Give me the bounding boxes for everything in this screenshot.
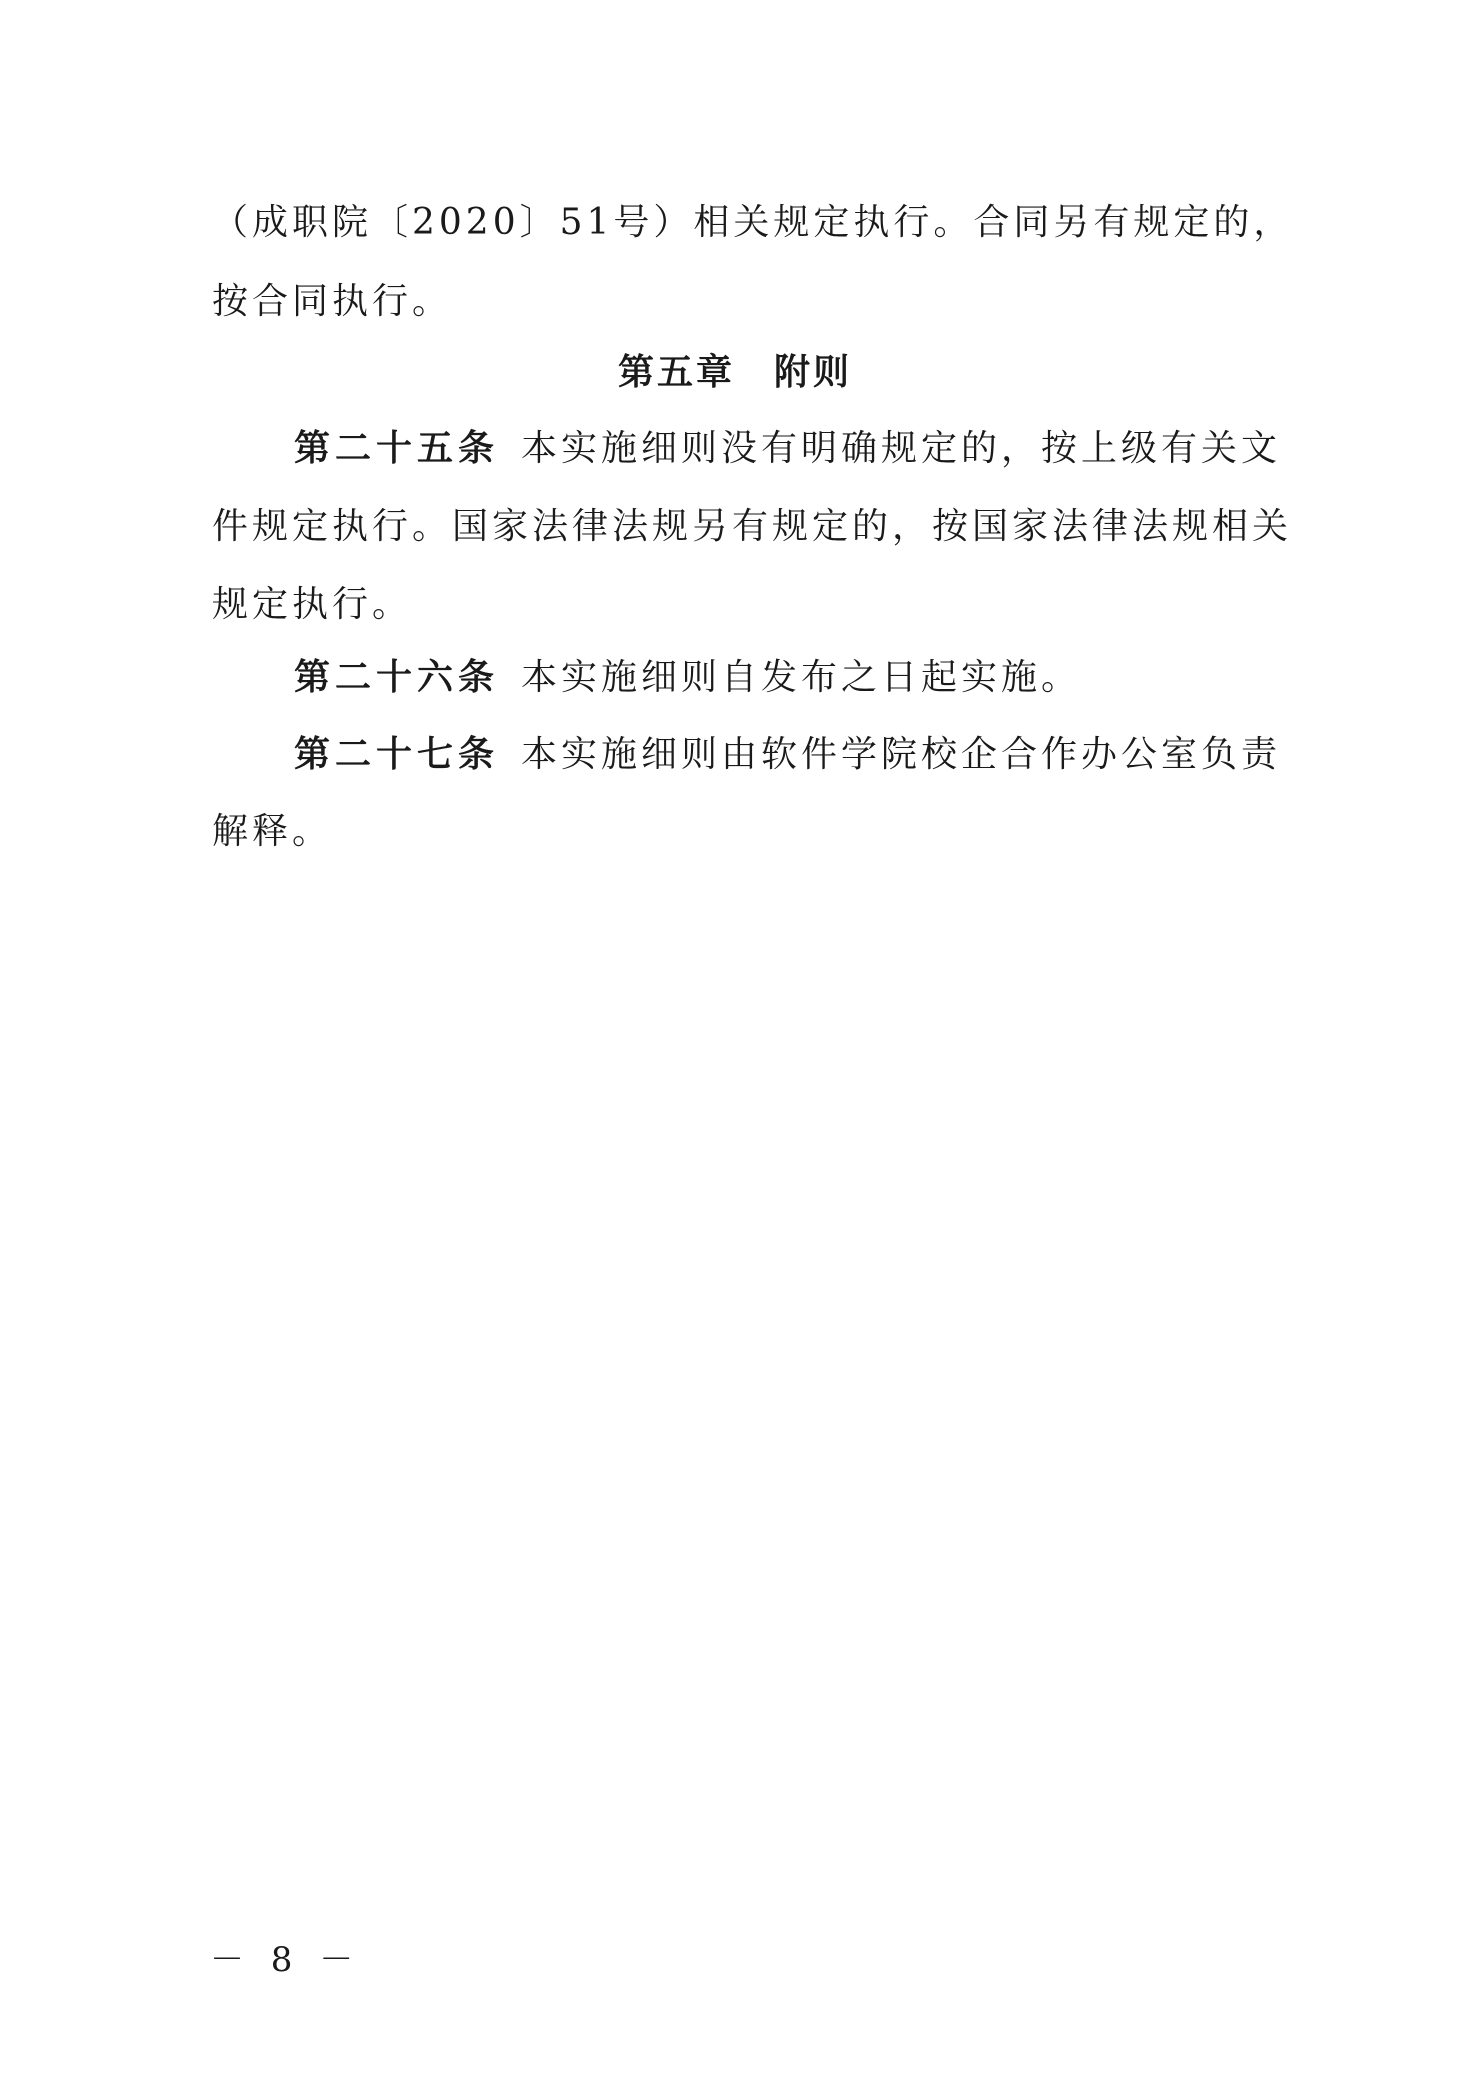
article-27-line-1 <box>294 731 1282 779</box>
page-number: － 8 － <box>210 1940 362 1980</box>
continuation-line-1: （成职院〔2020〕51号）相关规定执行。合同另有规定的， <box>212 202 1294 243</box>
article-26-line-1 <box>294 654 1262 702</box>
article-25-line-2: 件规定执行。国家法律法规另有规定的，按国家法律法规相关 <box>212 506 1293 547</box>
article-26-text-1: 本实施细则自发布之日起实施。 <box>521 657 1082 698</box>
article-25-line-1 <box>294 425 1282 473</box>
continuation-line-2: 按合同执行。 <box>212 281 453 322</box>
article-25-line-3: 规定执行。 <box>212 584 413 625</box>
article-26-heading: 第二十六条 <box>294 657 500 698</box>
article-25-heading: 第二十五条 <box>294 428 500 469</box>
article-27-line-2: 解释。 <box>212 811 333 852</box>
article-27-heading: 第二十七条 <box>294 734 500 775</box>
article-27-text-1: 本实施细则由软件学院校企合作办公室负责 <box>521 734 1282 775</box>
article-25-text-1: 本实施细则没有明确规定的，按上级有关文 <box>521 428 1282 469</box>
chapter-title: 第五章 附则 <box>617 352 852 393</box>
